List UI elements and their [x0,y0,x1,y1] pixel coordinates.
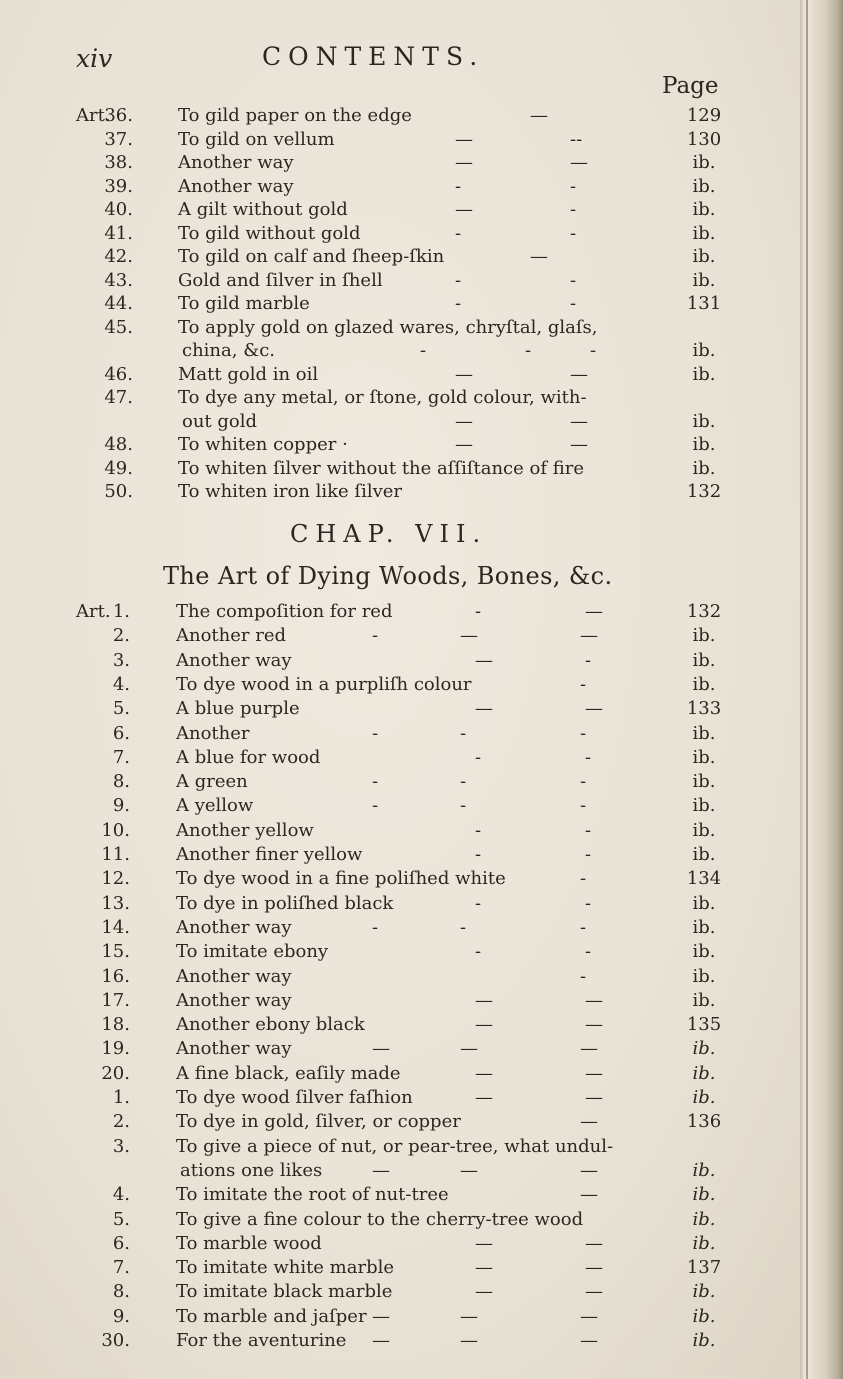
leader-dash: — [372,1330,390,1351]
page-reference: 136 [686,1111,722,1133]
entry-title: To gild paper on the edge [178,105,412,126]
entry-number: 2. [112,625,130,647]
leader-dash: — [460,1038,478,1060]
entry-title: A blue for wood [176,746,321,768]
page-reference: ib. [692,434,716,455]
leader-dash: - [372,795,379,817]
entry-title: To dye wood in a fine poliſhed white [176,868,506,890]
page-number: xiv [76,44,113,73]
entry-number: 37. [104,128,133,150]
entry-number: 48. [104,434,133,455]
leader-dash: — [460,1305,478,1327]
entry-number: 43. [104,269,133,291]
entry-number: 9. [112,795,130,817]
leader-dash: - [590,340,597,361]
entry-title: china, &c. [182,340,276,361]
entry-title: To gild on calf and ſheep-ſkin [178,246,445,267]
page-reference: ib. [692,222,716,244]
page-reference: 135 [686,1014,722,1036]
entry-title: Another way [178,175,294,197]
leader-dash: — [455,128,473,150]
entry-number: 8. [112,771,130,793]
leader-dash: - [585,892,592,914]
entry-title: A yellow [176,795,254,817]
entry-number: 16. [101,965,130,987]
page-reference: 129 [686,105,722,126]
page-reference: ib. [692,340,716,361]
entry-number: 7. [112,1257,130,1279]
leader-dash: — [570,410,588,432]
leader-dash: - [580,722,587,744]
page-reference: ib. [692,746,716,768]
leader-dash: - [580,771,587,793]
leader-dash: - [475,941,482,963]
leader-dash: - [475,819,482,841]
page-reference: 131 [686,293,722,314]
entry-number: 5. [112,698,130,720]
leader-dash: — [570,152,588,173]
leader-dash: - [372,916,379,938]
page-reference: 132 [686,481,722,502]
leader-dash: — [585,698,603,720]
page-reference: ib. [692,819,716,841]
entry-title: To whiten copper · [178,434,348,455]
leader-dash: — [580,1184,598,1206]
entry-title: Gold and ſilver in ſhell [178,269,383,291]
page-reference: ib. [692,625,716,647]
entry-number: 9. [112,1305,130,1327]
entry-title: A gilt without gold [178,199,348,220]
page-reference: ib. [692,1038,716,1060]
leader-dash: — [580,625,598,647]
entry-number: 1. [112,1087,130,1108]
entry-title: A fine black, eaſily made [176,1062,401,1084]
entry-number: 6. [112,722,130,744]
leader-dash: — [585,1087,603,1108]
entry-title: Another finer yellow [176,844,363,865]
entry-title: Another yellow [176,819,314,841]
entry-number: 11. [101,844,130,865]
page-reference: 137 [686,1257,722,1279]
entry-number: 7. [112,746,130,768]
entry-number: 42. [104,246,133,267]
entry-number: 49. [104,457,133,479]
page-reference: ib. [692,965,716,987]
entry-number: 44. [104,293,133,314]
entry-title: For the aventurine [176,1330,347,1351]
entry-title: Another [176,722,250,744]
leader-dash: — [530,246,548,267]
leader-dash: - [475,844,482,865]
entry-title: To give a piece of nut, or pear-tree, what undul- [176,1135,614,1157]
leader-dash: — [372,1038,390,1060]
leader-dash: — [475,1087,493,1108]
page-reference: ib. [692,649,716,671]
page-reference: ib. [692,1184,716,1206]
entry-number: 40. [104,199,133,220]
entry-number: 30. [101,1330,130,1351]
page-reference: 134 [686,868,722,890]
entry-number: 41. [104,222,133,244]
leader-dash: - [455,222,462,244]
leader-dash: - [460,916,467,938]
leader-dash: - [585,649,592,671]
chapter-subtitle: The Art of Dying Woods, Bones, &c. [163,562,613,590]
art-label: Art. [76,601,111,622]
leader-dash: - [475,746,482,768]
page-reference: ib. [692,722,716,744]
entry-number: 36. [104,105,133,126]
entry-number: 4. [112,673,130,695]
leader-dash: — [585,1257,603,1279]
page-reference: ib. [692,673,716,695]
entry-title: Another way [176,1038,292,1060]
leader-dash: - [460,722,467,744]
entry-title: Another way [176,916,292,938]
page-reference: ib. [692,246,716,267]
entry-number: 14. [101,916,130,938]
leader-dash: — [585,989,603,1011]
leader-dash: - [420,340,427,361]
entry-number: 1. [112,601,130,622]
entry-number: 3. [112,1135,130,1157]
leader-dash: — [585,1014,603,1036]
page-reference: ib. [692,410,716,432]
entry-title: To dye in gold, ſilver, or copper [176,1111,461,1133]
entry-title: Another way [176,989,292,1011]
leader-dash: - [475,601,482,622]
leader-dash: - [585,819,592,841]
entry-number: 46. [104,363,133,385]
leader-dash: — [585,601,603,622]
page-reference: ib. [692,844,716,865]
page-reference: ib. [692,1305,716,1327]
leader-dash: - [570,269,577,291]
leader-dash: — [580,1330,598,1351]
entry-number: 12. [101,868,130,890]
leader-dash: — [580,1038,598,1060]
entry-title: Another ebony black [176,1014,365,1036]
entry-number: 18. [101,1014,130,1036]
entry-title: To dye wood ſilver faſhion [176,1087,413,1108]
entry-number: 45. [104,316,133,338]
entry-number: 20. [101,1062,130,1084]
leader-dash: - [460,771,467,793]
leader-dash: - [455,293,462,314]
entry-number: 4. [112,1184,130,1206]
leader-dash: - [580,673,587,695]
leader-dash: — [475,649,493,671]
entry-title: To imitate the root of nut-tree [176,1184,449,1206]
entry-number: 17. [101,989,130,1011]
entry-title: Matt gold in oil [178,363,319,385]
leader-dash: - [455,175,462,197]
leader-dash: — [455,434,473,455]
entry-number: 6. [112,1232,130,1254]
leader-dash: - [570,293,577,314]
entry-title: To give a fine colour to the cherry-tree wood [176,1208,584,1230]
entry-number: 8. [112,1281,130,1303]
page-reference: ib. [692,457,716,479]
leader-dash: — [455,199,473,220]
entry-title: To gild on vellum [178,128,335,150]
entry-title: The compoſition for red [176,601,393,622]
entry-title: A blue purple [176,698,300,720]
leader-dash: - [580,868,587,890]
entry-title: To whiten ſilver without the aſſiſtance of fire [178,457,584,479]
leader-dash: — [585,1062,603,1084]
entry-title: To gild without gold [178,222,361,244]
chapter-heading: CHAP. VII. [290,520,488,548]
page-reference: ib. [692,1062,716,1084]
entry-number: 2. [112,1111,130,1133]
page-reference: ib. [692,1208,716,1230]
leader-dash: — [570,363,588,385]
leader-dash: - [475,892,482,914]
leader-dash: — [585,1281,603,1303]
entry-title: To apply gold on glazed wares, chryſtal, glaſs, [178,316,598,338]
page-reference: ib. [692,1281,716,1303]
leader-dash: - [580,965,587,987]
entry-title: To whiten iron like ſilver [178,481,403,502]
entry-title: To imitate ebony [176,941,329,963]
page-reference: 133 [686,698,722,720]
leader-dash: — [460,625,478,647]
page-reference: ib. [692,363,716,385]
leader-dash: — [455,152,473,173]
page-reference: ib. [692,1087,716,1108]
leader-dash: - [570,175,577,197]
entry-number: 10. [101,819,130,841]
leader-dash: — [475,1257,493,1279]
page-reference: ib. [692,199,716,220]
leader-dash: - [460,795,467,817]
gutter-line [806,0,808,1379]
leader-dash: - [455,269,462,291]
entry-number: 15. [101,941,130,963]
entry-title: To marble wood [176,1232,322,1254]
page-reference: ib. [692,175,716,197]
leader-dash: — [475,1281,493,1303]
leader-dash: — [460,1330,478,1351]
leader-dash: — [455,410,473,432]
leader-dash: — [475,698,493,720]
entry-title: To dye any metal, or ſtone, gold colour, with- [178,387,587,408]
page-reference: ib. [692,795,716,817]
entry-number: 47. [104,387,133,408]
leader-dash: - [580,795,587,817]
page-column-label: Page [662,73,719,99]
page-reference: ib. [692,152,716,173]
leader-dash: - [525,340,532,361]
entry-number: 39. [104,175,133,197]
leader-dash: — [372,1305,390,1327]
entry-title: To dye in poliſhed black [176,892,394,914]
page-reference: ib. [692,771,716,793]
leader-dash: — [455,363,473,385]
entry-title: To dye wood in a purpliſh colour [176,673,472,695]
page-title: CONTENTS. [262,42,485,71]
leader-dash: - [580,916,587,938]
leader-dash: - [570,199,577,220]
page-reference: ib. [692,1330,716,1351]
entry-number: 13. [101,892,130,914]
page-reference: 132 [686,601,722,622]
leader-dash: — [580,1159,598,1181]
entry-title: To marble and jaſper [176,1305,367,1327]
leader-dash: - [585,844,592,865]
entry-title: Another red [176,625,287,647]
leader-dash: — [475,1014,493,1036]
page-reference: ib. [692,916,716,938]
entry-title: Another way [176,965,292,987]
leader-dash: — [475,1232,493,1254]
leader-dash: — [530,105,548,126]
leader-dash: -- [570,128,583,150]
entry-number: 3. [112,649,130,671]
leader-dash: — [580,1305,598,1327]
leader-dash: — [585,1232,603,1254]
page-reference: ib. [692,892,716,914]
entry-title: Another way [178,152,294,173]
leader-dash: - [372,625,379,647]
page-reference: ib. [692,989,716,1011]
leader-dash: - [585,941,592,963]
page-reference: ib. [692,1232,716,1254]
page-reference: ib. [692,1159,716,1181]
leader-dash: — [475,1062,493,1084]
leader-dash: — [570,434,588,455]
leader-dash: - [585,746,592,768]
entry-title: To gild marble [178,293,310,314]
page-reference: 130 [686,128,722,150]
page-reference: ib. [692,941,716,963]
entry-title: To imitate black marble [176,1281,393,1303]
leader-dash: - [570,222,577,244]
leader-dash: - [372,722,379,744]
leader-dash: — [475,989,493,1011]
leader-dash: — [372,1159,390,1181]
page-reference: ib. [692,269,716,291]
entry-title: out gold [182,410,258,432]
leader-dash: — [580,1111,598,1133]
leader-dash: — [460,1159,478,1181]
entry-title: To imitate white marble [176,1257,395,1279]
leader-dash: - [372,771,379,793]
entry-title: A green [176,771,248,793]
entry-number: 50. [104,481,133,502]
entry-number: 38. [104,152,133,173]
entry-number: 19. [101,1038,130,1060]
entry-title: ations one likes [180,1159,323,1181]
art-label: Art. [76,105,111,126]
entry-number: 5. [112,1208,130,1230]
entry-title: Another way [176,649,292,671]
